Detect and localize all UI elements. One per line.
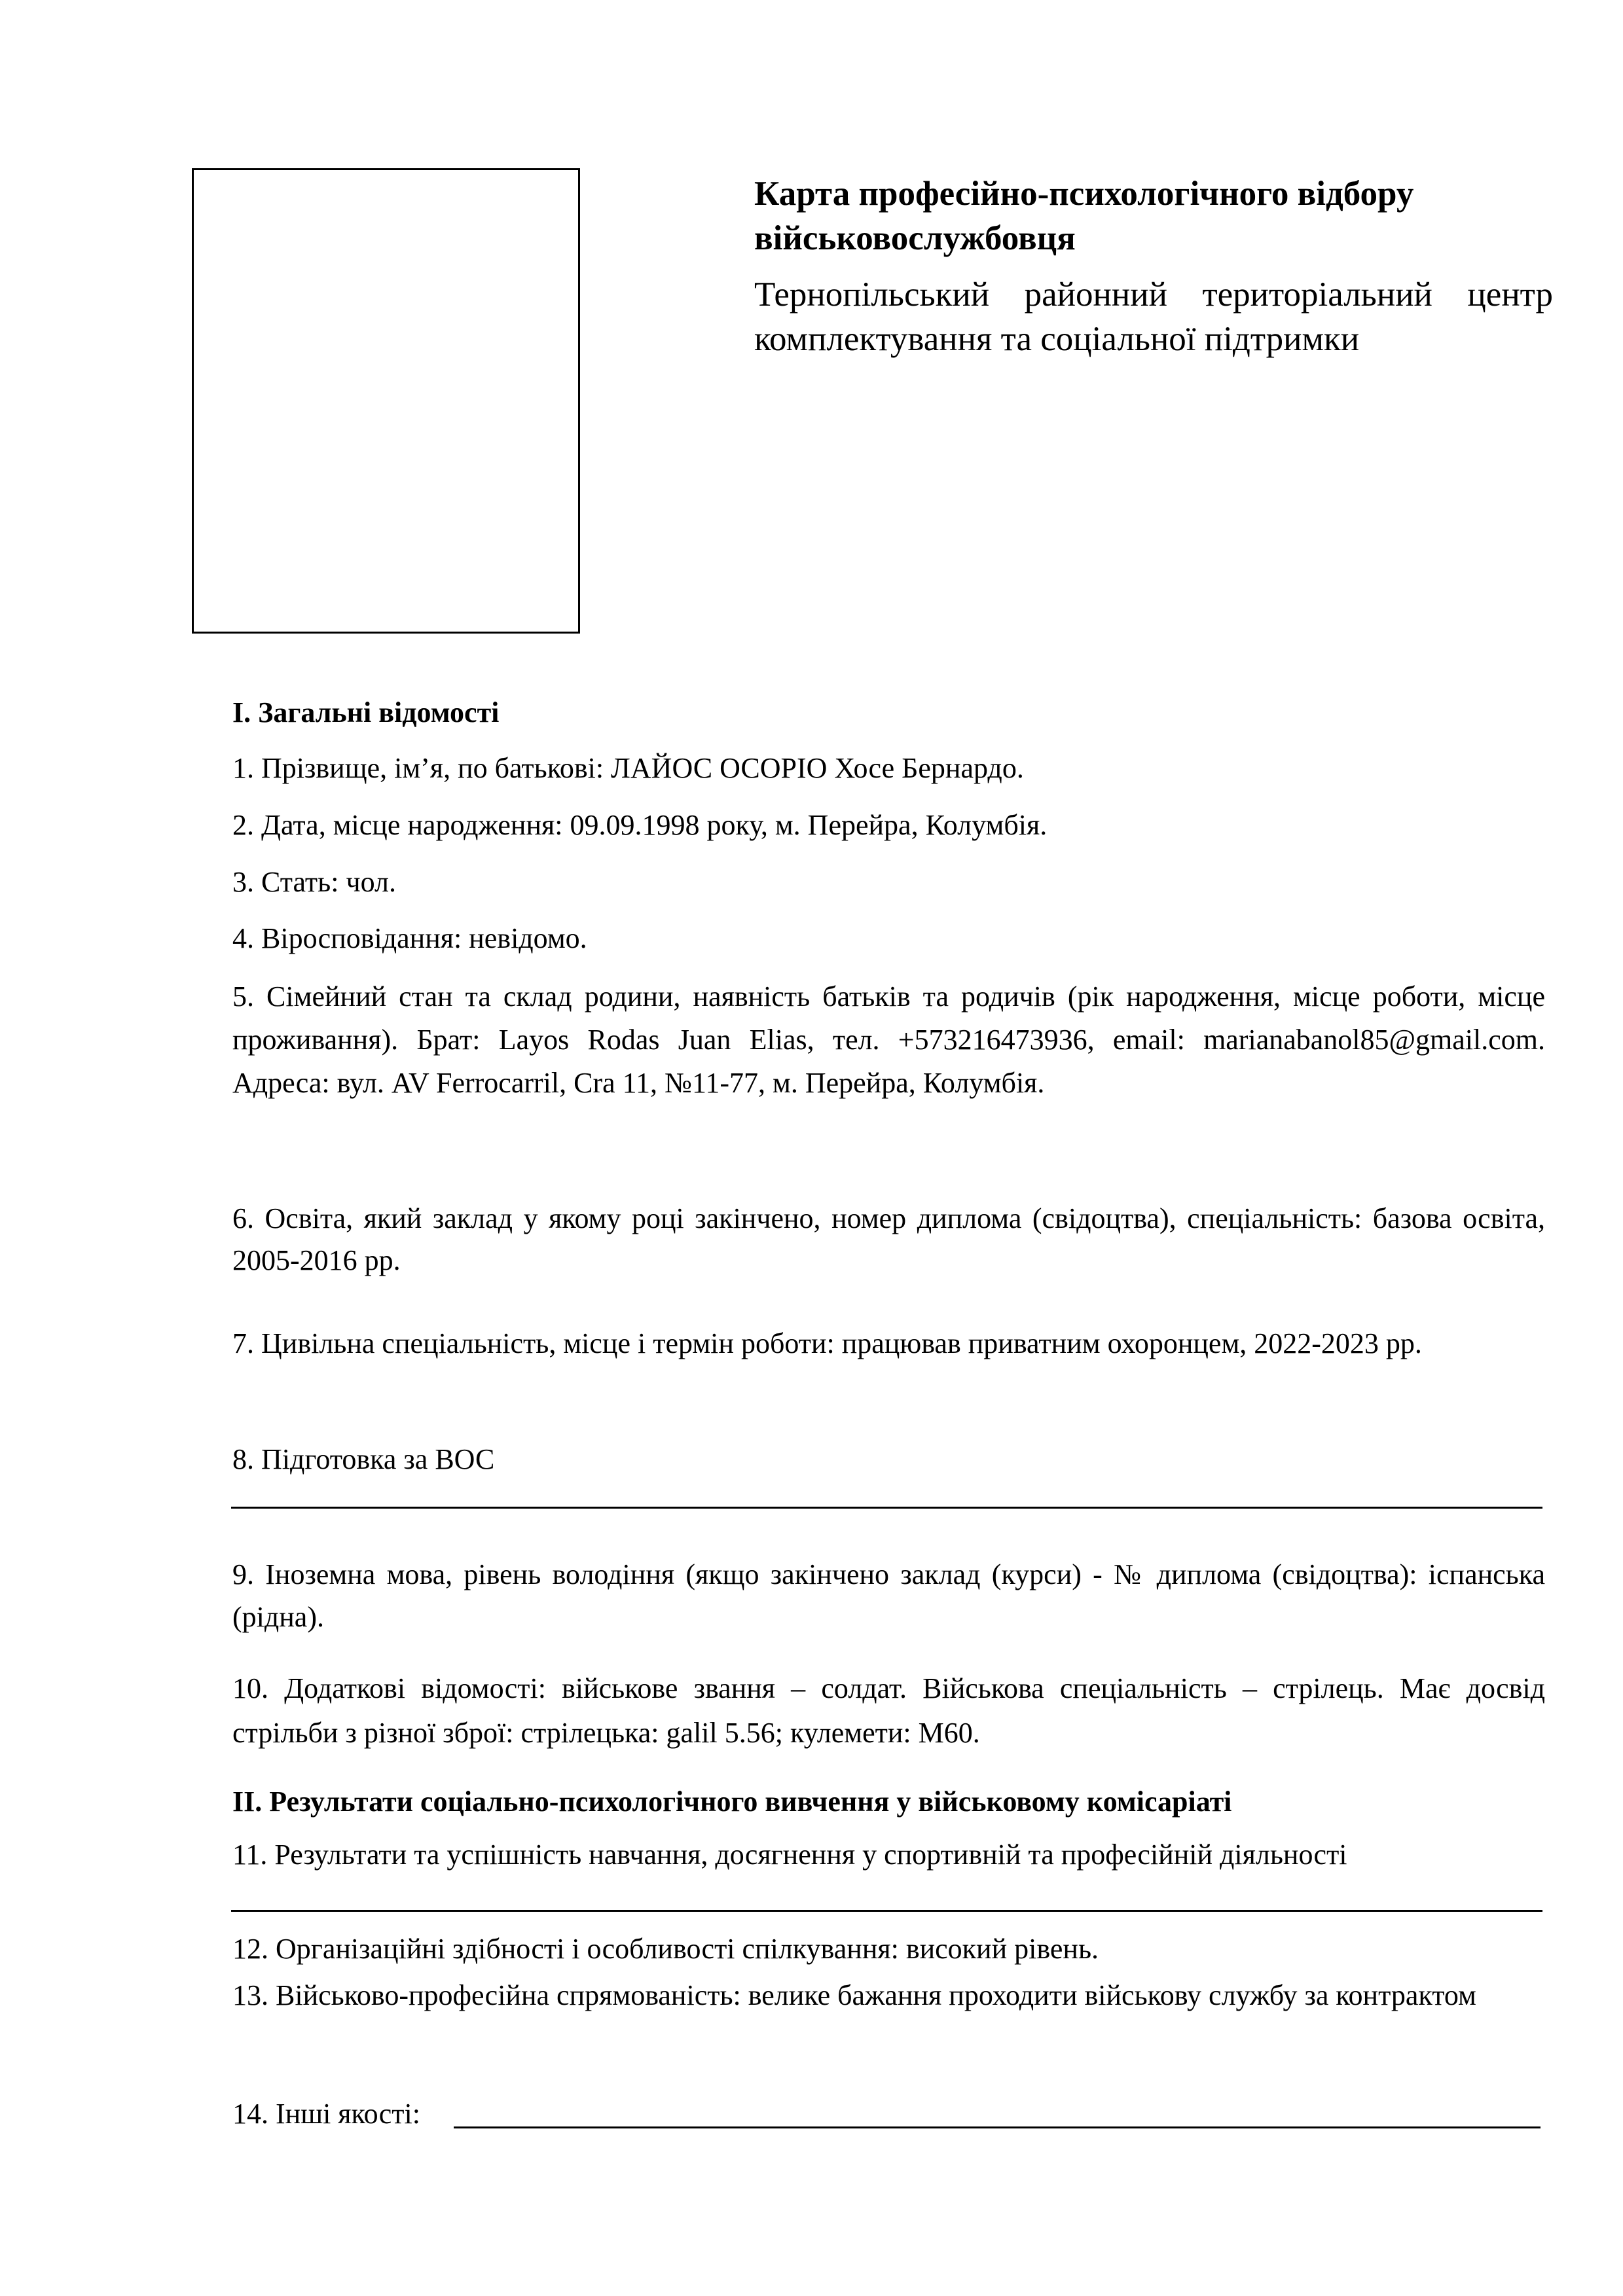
item-6-education: 6. Освіта, який заклад у якому році закінчено, номер диплома (свідоцтва), спеціальність: базова освіта, 2005-2016 рр.	[232, 1202, 1545, 1276]
photo-placeholder-box	[192, 168, 580, 634]
item-1-full-name: 1. Прізвище, ім’я, по батькові: ЛАЙОС ОСОРІО Хосе Бернардо.	[232, 752, 1024, 784]
item-4-religion: 4. Віросповідання: невідомо.	[232, 922, 587, 954]
item-3-sex: 3. Стать: чол.	[232, 866, 396, 898]
item-9-foreign-language: 9. Іноземна мова, рівень володіння (якщо закінчено заклад (курси) - № диплома (свідоцтва): іспанська (рідна).	[232, 1558, 1545, 1633]
item-5-family: 5. Сімейний стан та склад родини, наявність батьків та родичів (рік народження, місце роботи, місце проживання). Брат: Layos Rodas Juan Elias, тел. +573216473936, email: marianabanol85@gmail.com. Адреса: вул. AV Ferrocarril, Cra 11, №11-77, м. Перейра, Колумбія.	[232, 980, 1545, 1099]
document-title: Карта професійно-психологічного відбору військовослужбовця	[754, 175, 1414, 257]
organization-name: Тернопільський районний територіальний центр комплектування та соціальної підтримки	[754, 276, 1553, 358]
item-8-blank-line	[231, 1507, 1542, 1509]
item-11-results: 11. Результати та успішність навчання, досягнення у спортивній та професійній діяльності	[232, 1839, 1347, 1871]
document-header	[754, 171, 1553, 361]
section-2-heading: ІІ. Результати соціально-психологічного вивчення у військовому комісаріаті	[232, 1785, 1232, 1818]
item-7-civil-specialty: 7. Цивільна спеціальність, місце і термін роботи: працював приватним охоронцем, 2022-2023 рр.	[232, 1327, 1422, 1359]
item-12-organizational-skills: 12. Організаційні здібності і особливості спілкування: високий рівень.	[232, 1933, 1099, 1965]
item-13-military-orientation: 13. Військово-професійна спрямованість: велике бажання проходити військову службу за контрактом	[232, 1979, 1476, 2011]
item-2-birth-date-place: 2. Дата, місце народження: 09.09.1998 року, м. Перейра, Колумбія.	[232, 809, 1048, 841]
item-11-blank-line	[231, 1910, 1542, 1912]
section-1-heading: І. Загальні відомості	[232, 696, 500, 728]
item-8-vos-training: 8. Підготовка за ВОС	[232, 1443, 495, 1475]
item-14-blank-line	[454, 2126, 1541, 2128]
item-10-additional-info: 10. Додаткові відомості: військове звання – солдат. Військова спеціальність – стрілець. Має досвід стрільби з різної зброї: стрілецька: galil 5.56; кулемети: М60.	[232, 1672, 1545, 1749]
item-14-other-qualities: 14. Інші якості:	[232, 2098, 420, 2130]
